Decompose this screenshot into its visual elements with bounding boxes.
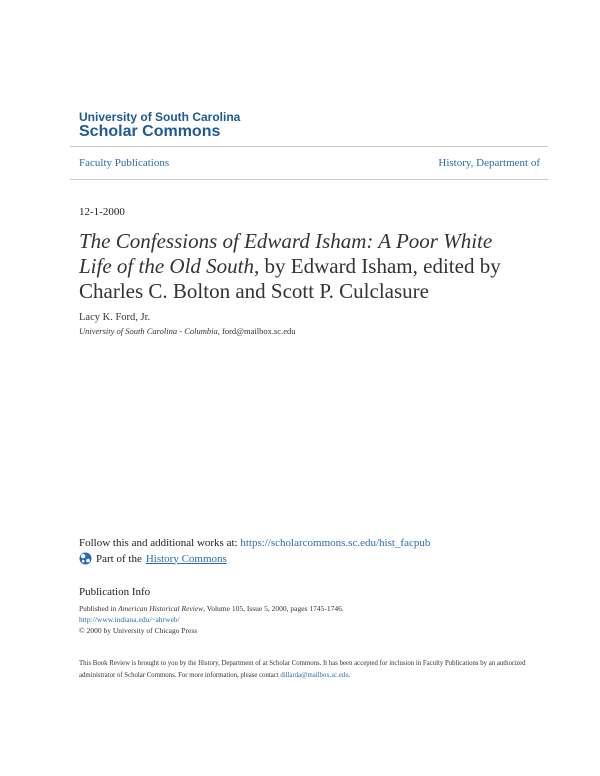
document-title — [79, 229, 529, 304]
top-divider — [70, 146, 548, 147]
publication-info-heading: Publication Info — [79, 586, 151, 598]
footer-notice — [79, 658, 529, 682]
follow-prefix: Follow this and additional works at: — [79, 537, 241, 549]
author-affiliation — [79, 326, 295, 336]
collection-url-link[interactable]: https://scholarcommons.sc.edu/hist_facpub — [240, 537, 431, 549]
footer-end: . — [348, 672, 351, 679]
journal-url-link[interactable]: http://www.indiana.edu/~ahrweb/ — [79, 615, 180, 624]
affiliation-email[interactable]: , ford@mailbox.sc.edu — [217, 326, 296, 336]
history-commons-link[interactable]: History Commons — [145, 552, 227, 565]
title-rest: , by Edward Isham, edited by Charles C. Bolton and Scott P. Culclasure — [79, 254, 501, 303]
citation-suffix: , Volume 105, Issue 5, 2000, pages 1745-1746. — [203, 604, 344, 613]
citation-prefix: Published in — [79, 604, 119, 613]
copyright-notice: © 2000 by University of Chicago Press — [79, 626, 198, 635]
network-icon — [79, 552, 92, 565]
contact-email-link[interactable]: dillarda@mailbox.sc.edu — [280, 672, 349, 679]
university-name[interactable]: University of South Carolina — [79, 110, 241, 124]
footer-text: This Book Review is brought to you by the History, Department of at Scholar Commons. It has been accepted for inclusion in Faculty Publications by an authorized administrator of Scholar Commons. For more information, please contact — [79, 660, 526, 679]
author-name[interactable]: Lacy K. Ford, Jr. — [79, 312, 151, 323]
part-of-prefix: Part of the — [96, 552, 142, 565]
scholar-commons-title[interactable]: Scholar Commons — [79, 123, 221, 140]
publication-date: 12-1-2000 — [79, 206, 125, 218]
faculty-publications-link[interactable]: Faculty Publications — [79, 157, 170, 169]
history-department-link[interactable]: History, Department of — [438, 157, 540, 169]
follow-line — [79, 537, 430, 549]
nav-divider — [70, 179, 548, 180]
part-of-line — [79, 552, 227, 565]
publication-citation — [79, 603, 344, 614]
publication-info — [79, 603, 344, 636]
title-italic-part: The Confessions of Edward Isham: A Poor White Life of the Old South — [79, 229, 493, 278]
affiliation-institution: University of South Carolina - Columbia — [79, 326, 218, 336]
journal-name: American Historical Review — [118, 604, 204, 613]
